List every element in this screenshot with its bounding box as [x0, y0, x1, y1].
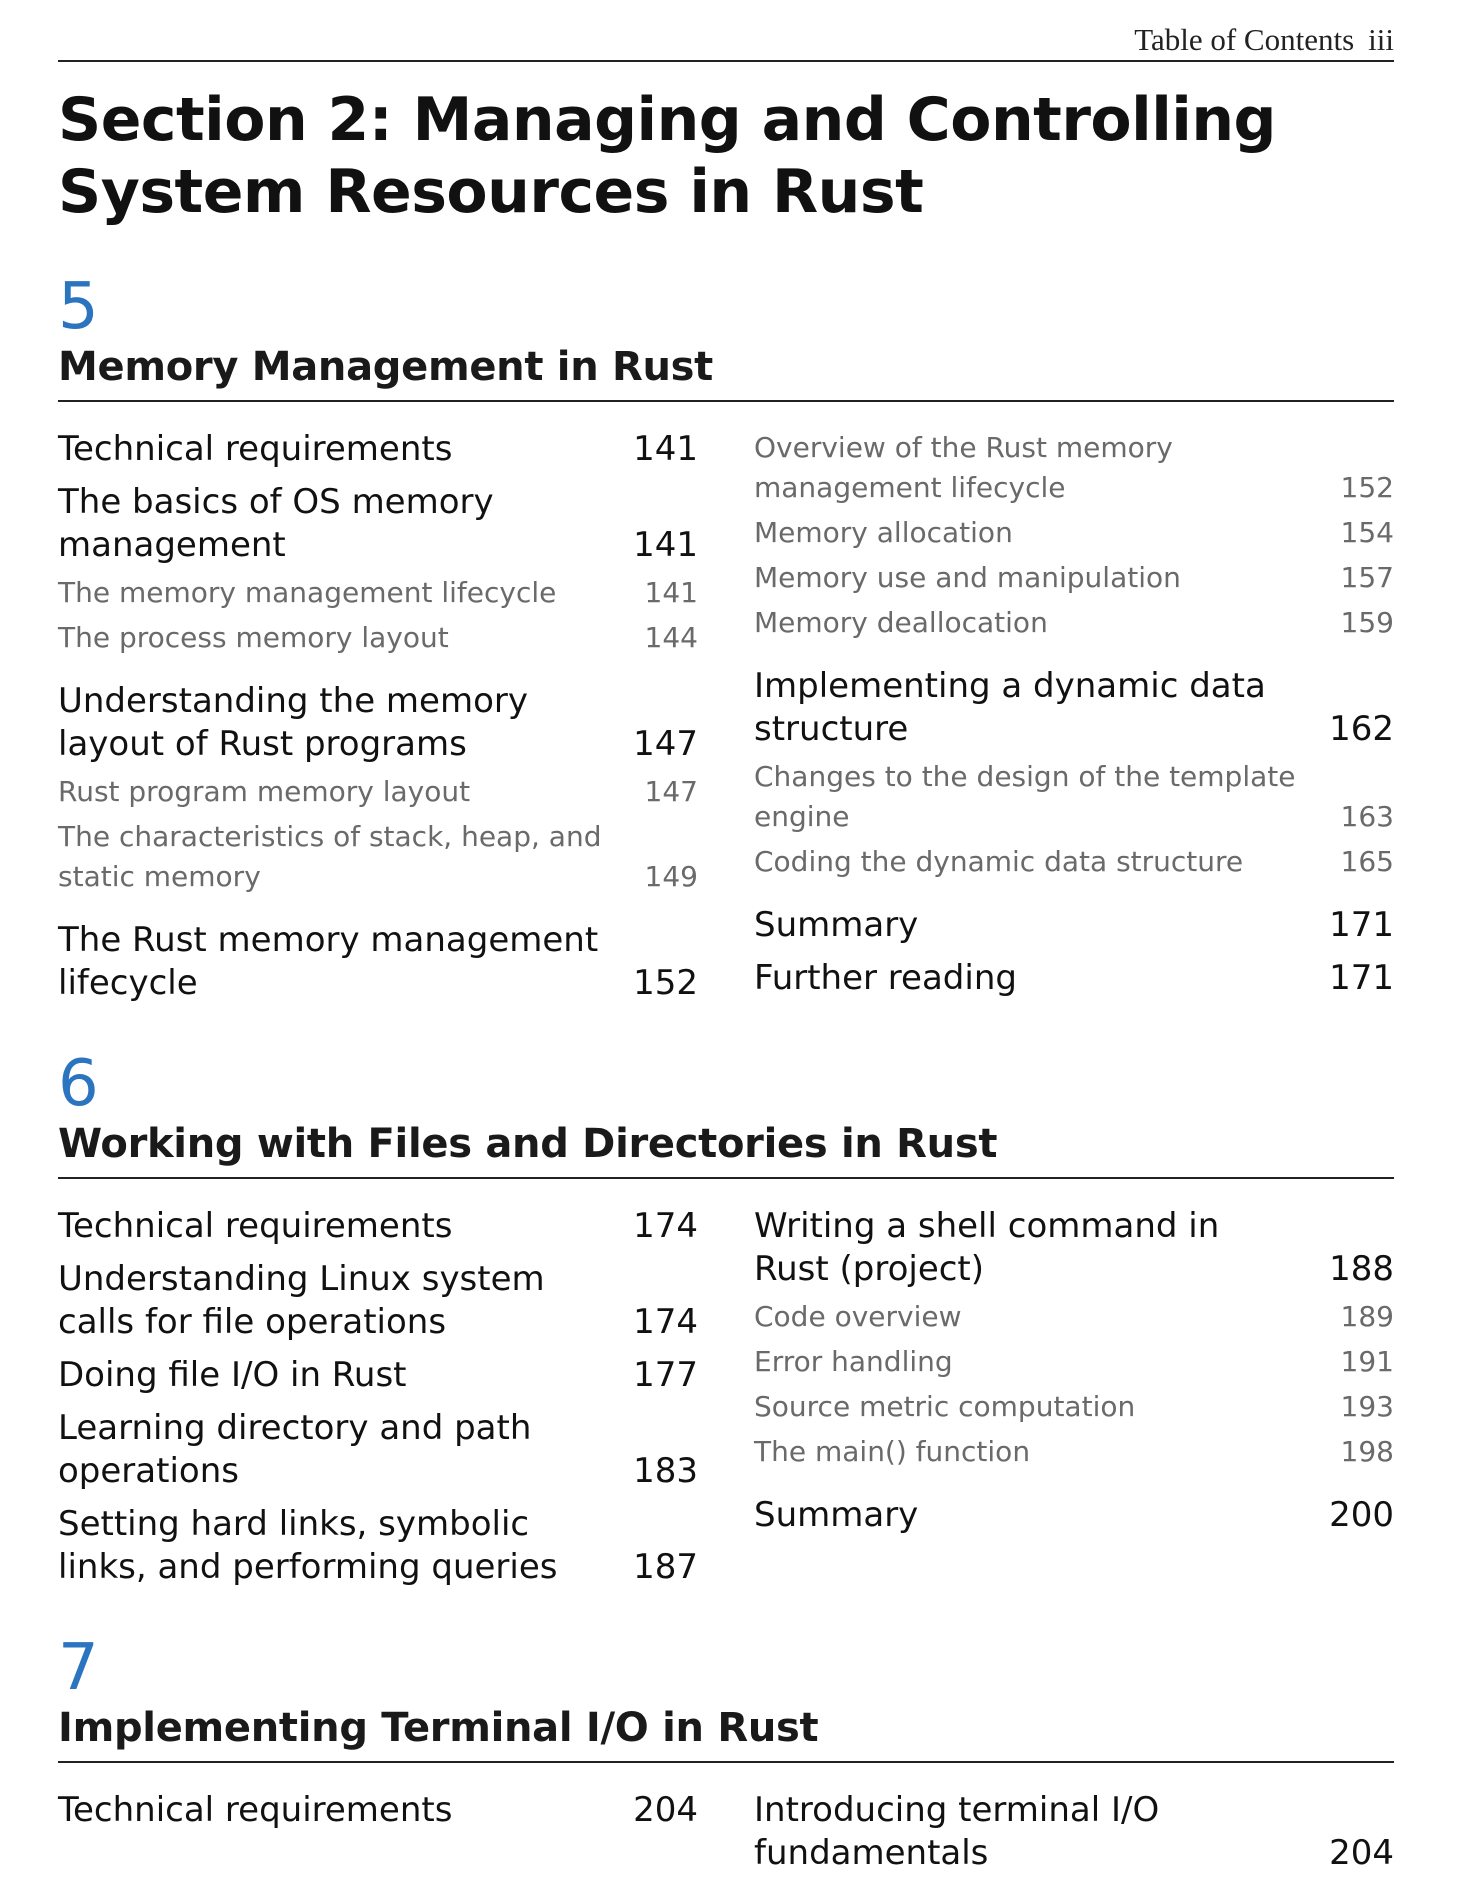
entry-label: Error handling	[754, 1345, 953, 1378]
toc-column-left	[58, 1789, 698, 1875]
entry-page-number: 187	[633, 1547, 698, 1587]
entry-page-number: 189	[1340, 1300, 1394, 1333]
entry-page-number: 154	[1340, 516, 1394, 549]
toc-entry[interactable]	[58, 680, 698, 766]
running-title: Table of Contents	[1134, 22, 1355, 57]
entry-label: Writing a shell command in Rust (project)	[754, 1206, 1220, 1289]
entry-page-number: 188	[1329, 1249, 1394, 1289]
toc-subentry[interactable]	[754, 1432, 1394, 1472]
toc-subentry[interactable]	[58, 772, 698, 812]
entry-label: Introducing terminal I/O fundamentals	[754, 1790, 1160, 1873]
entry-label: Rust program memory layout	[58, 775, 471, 808]
chapter-6	[58, 1049, 1394, 1589]
entry-label: The main() function	[754, 1435, 1031, 1468]
toc-entry[interactable]	[754, 665, 1394, 751]
entry-page-number: 165	[1340, 845, 1394, 878]
toc-subentry[interactable]	[754, 428, 1394, 508]
toc-columns	[58, 1205, 1394, 1589]
chapter-title: Working with Files and Directories in Rust	[58, 1119, 1394, 1179]
entry-label: Setting hard links, symbolic links, and performing queries	[58, 1504, 558, 1587]
toc-entry[interactable]	[58, 1205, 698, 1248]
entry-label: Changes to the design of the template engine	[754, 760, 1296, 833]
entry-page-number: 171	[1329, 958, 1394, 998]
toc-subentry[interactable]	[754, 603, 1394, 643]
entry-page-number: 141	[633, 525, 698, 565]
toc-subentry[interactable]	[754, 842, 1394, 882]
chapter-title: Memory Management in Rust	[58, 342, 1394, 402]
toc-entry[interactable]	[58, 1503, 698, 1589]
entry-label: Implementing a dynamic data structure	[754, 666, 1266, 749]
entry-label: Overview of the Rust memory management lifecycle	[754, 431, 1173, 504]
entry-page-number: 204	[1329, 1833, 1394, 1873]
entry-page-number: 141	[633, 429, 698, 469]
chapter-5	[58, 272, 1394, 1005]
entry-label: Understanding the memory layout of Rust programs	[58, 681, 528, 764]
toc-subentry[interactable]	[754, 1387, 1394, 1427]
entry-page-number: 174	[633, 1206, 698, 1246]
entry-label: Summary	[754, 905, 919, 945]
toc-subentry[interactable]	[754, 558, 1394, 598]
entry-label: The Rust memory management lifecycle	[58, 920, 599, 1003]
entry-page-number: 147	[633, 724, 698, 764]
toc-entry[interactable]	[754, 1789, 1394, 1875]
entry-label: Technical requirements	[58, 1206, 453, 1246]
chapter-list	[58, 272, 1394, 1875]
entry-label: Code overview	[754, 1300, 962, 1333]
toc-entry[interactable]	[754, 904, 1394, 947]
toc-entry[interactable]	[58, 1789, 698, 1832]
chapter-7	[58, 1633, 1394, 1875]
entry-page-number: 174	[633, 1302, 698, 1342]
entry-page-number: 193	[1340, 1390, 1394, 1423]
toc-column-left	[58, 428, 698, 1005]
chapter-number: 5	[58, 270, 99, 344]
toc-subentry[interactable]	[754, 1297, 1394, 1337]
section-title: Section 2: Managing and Controlling System Resources in Rust	[58, 85, 1277, 227]
entry-label: Source metric computation	[754, 1390, 1136, 1423]
entry-label: Memory use and manipulation	[754, 561, 1181, 594]
toc-entry[interactable]	[58, 1258, 698, 1344]
entry-page-number: 159	[1340, 606, 1394, 639]
toc-entry[interactable]	[754, 1494, 1394, 1537]
entry-page-number: 198	[1340, 1435, 1394, 1468]
entry-page-number: 183	[633, 1451, 698, 1491]
toc-page	[58, 0, 1394, 1875]
toc-entry[interactable]	[58, 1354, 698, 1397]
toc-entry[interactable]	[754, 957, 1394, 1000]
running-header	[58, 0, 1394, 62]
toc-subentry[interactable]	[754, 757, 1394, 837]
toc-subentry[interactable]	[754, 513, 1394, 553]
entry-label: The memory management lifecycle	[58, 576, 557, 609]
toc-column-right	[754, 1789, 1394, 1875]
toc-subentry[interactable]	[754, 1342, 1394, 1382]
toc-column-right	[754, 1205, 1394, 1589]
toc-columns	[58, 428, 1394, 1005]
entry-label: Memory deallocation	[754, 606, 1048, 639]
toc-entry[interactable]	[58, 481, 698, 567]
toc-entry[interactable]	[754, 1205, 1394, 1291]
entry-label: Summary	[754, 1495, 919, 1535]
entry-label: Further reading	[754, 958, 1017, 998]
toc-columns	[58, 1789, 1394, 1875]
toc-entry[interactable]	[58, 428, 698, 471]
entry-page-number: 144	[644, 621, 698, 654]
entry-label: Technical requirements	[58, 1790, 453, 1830]
toc-subentry[interactable]	[58, 618, 698, 658]
entry-label: The characteristics of stack, heap, and static memory	[58, 820, 602, 893]
entry-page-number: 163	[1340, 800, 1394, 833]
entry-page-number: 200	[1329, 1495, 1394, 1535]
toc-entry[interactable]	[58, 919, 698, 1005]
entry-page-number: 177	[633, 1355, 698, 1395]
chapter-title: Implementing Terminal I/O in Rust	[58, 1703, 1394, 1763]
entry-page-number: 152	[1340, 471, 1394, 504]
chapter-number: 7	[58, 1631, 99, 1705]
header-page-number: iii	[1368, 22, 1394, 57]
entry-page-number: 152	[633, 963, 698, 1003]
toc-column-left	[58, 1205, 698, 1589]
toc-entry[interactable]	[58, 1407, 698, 1493]
entry-label: Understanding Linux system calls for file operations	[58, 1259, 545, 1342]
chapter-number: 6	[58, 1047, 99, 1121]
entry-label: Learning directory and path operations	[58, 1408, 532, 1491]
entry-label: The process memory layout	[58, 621, 449, 654]
entry-label: Technical requirements	[58, 429, 453, 469]
entry-page-number: 191	[1340, 1345, 1394, 1378]
entry-page-number: 157	[1340, 561, 1394, 594]
entry-label: Memory allocation	[754, 516, 1013, 549]
entry-page-number: 147	[644, 775, 698, 808]
entry-label: Doing file I/O in Rust	[58, 1355, 407, 1395]
entry-page-number: 204	[633, 1790, 698, 1830]
entry-page-number: 171	[1329, 905, 1394, 945]
entry-label: Coding the dynamic data structure	[754, 845, 1244, 878]
toc-subentry[interactable]	[58, 573, 698, 613]
toc-subentry[interactable]	[58, 817, 698, 897]
entry-page-number: 149	[644, 860, 698, 893]
entry-page-number: 162	[1329, 709, 1394, 749]
toc-column-right	[754, 428, 1394, 1005]
entry-label: The basics of OS memory management	[58, 482, 494, 565]
entry-page-number: 141	[644, 576, 698, 609]
